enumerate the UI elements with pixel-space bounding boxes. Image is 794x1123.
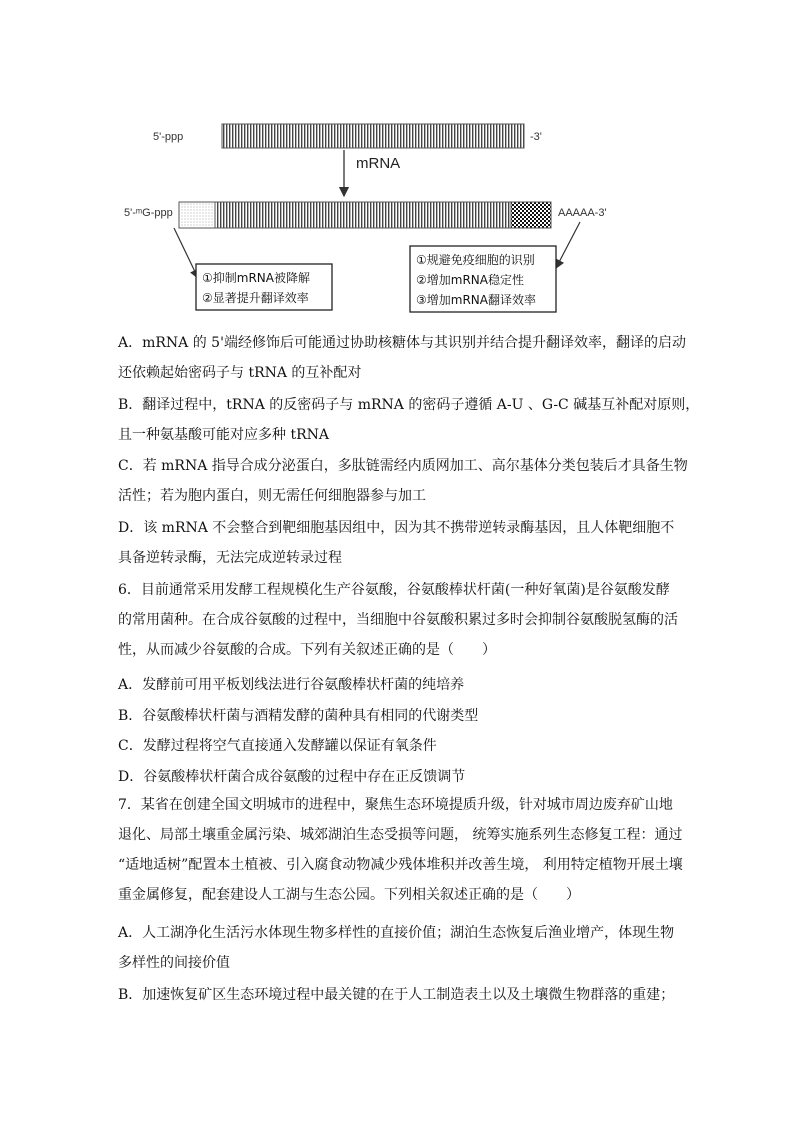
q6-option-c: C．发酵过程将空气直接通入发酵罐以保证有氧条件: [118, 738, 437, 754]
q5-option-d-line1: D．该 mRNA 不会整合到靶细胞基因组中，因为其不携带逆转录酶基因，且人体靶细胞不: [118, 520, 675, 536]
q7-stem-line2: 退化、局部土壤重金属污染、城郊湖泊生态受损等问题， 统筹实施系列生态修复工程：通过: [118, 827, 683, 843]
polya-tail-region: [511, 202, 551, 228]
cap-region: [179, 202, 215, 228]
q6-option-b: B．谷氨酸棒状杆菌与酒精发酵的菌种具有相同的代谢类型: [118, 708, 479, 724]
q7-option-b: [118, 980, 688, 1010]
cap-function-2: ②显著提升翻译效率: [202, 291, 309, 305]
mrna-top-strand: [222, 124, 524, 148]
tail-function-2: ②增加mRNA稳定性: [416, 273, 524, 287]
top-5prime-label: 5'-ppp: [153, 131, 184, 143]
q7-option-b-line1: B．加速恢复矿区生态环境过程中最关键的在于人工制造表土以及土壤微生物群落的重建；: [118, 987, 675, 1003]
q6-option-d: D．谷氨酸棒状杆菌合成谷氨酸的过程中存在正反馈调节: [118, 769, 466, 785]
q6-stem: [118, 575, 688, 665]
tail-function-1: ①规避免疫细胞的识别: [416, 253, 535, 267]
q5-option-d-line2: 具备逆转录酶，无法完成逆转录过程: [118, 550, 342, 566]
bottom-3prime-label: AAAAA-3': [558, 207, 607, 219]
q7-stem-line4: 重金属修复，配套建设人工湖与生态公园。下列相关叙述正确的是（ ）: [118, 887, 580, 903]
q5-option-a-line2: 还依赖起始密码子与 tRNA 的互补配对: [118, 365, 362, 381]
mrna-coding-region: [215, 202, 511, 228]
q5-option-d: [118, 513, 688, 573]
bottom-5prime-label: 5'-ᵐG-ppp: [124, 207, 173, 219]
q5-option-c-line2: 活性；若为胞内蛋白，则无需任何细胞器参与加工: [118, 488, 426, 504]
q7-stem-line1: 7．某省在创建全国文明城市的进程中，聚焦生态环境提质升级，针对城市周边废弃矿山地: [118, 797, 673, 813]
q6-stem-line2: 的常用菌种。在合成谷氨酸的过程中，当细胞中谷氨酸积累过多时会抑制谷氨酸脱氢酶的活: [118, 612, 678, 628]
q5-option-c: [118, 451, 688, 511]
tail-pointer-arrow: [556, 222, 580, 268]
q7-option-a: [118, 918, 688, 978]
q7-option-a-line2: 多样性的间接价值: [118, 955, 230, 971]
q6-stem-line3: 性，从而减少谷氨酸的合成。下列有关叙述正确的是（ ）: [118, 642, 496, 658]
q7-stem: [118, 790, 688, 910]
q5-option-b: [118, 390, 700, 450]
q7-option-a-line1: A．人工湖净化生活污水体现生物多样性的直接价值；湖泊生态恢复后渔业增产，体现生物: [118, 925, 675, 941]
mrna-diagram: [118, 110, 607, 320]
cap-function-1: ①抑制mRNA被降解: [202, 271, 310, 285]
q5-option-a: [118, 328, 688, 388]
cap-pointer-arrow: [174, 228, 198, 278]
q7-stem-line3: “适地适树”配置本土植被、引入腐食动物减少残体堆积并改善生境， 利用特定植物开展土壤: [118, 857, 683, 873]
q6-stem-line1: 6．目前通常采用发酵工程规模化生产谷氨酸，谷氨酸棒状杆菌(一种好氧菌)是谷氨酸发酵: [118, 582, 670, 598]
q5-option-c-line1: C．若 mRNA 指导合成分泌蛋白，多肽链需经内质网加工、高尔基体分类包装后才具备生物: [118, 458, 688, 474]
q6-option-a: A．发酵前可用平板划线法进行谷氨酸棒状杆菌的纯培养: [118, 677, 465, 693]
arrow-mrna-label: mRNA: [356, 155, 401, 172]
q5-option-b-line1: B．翻译过程中，tRNA 的反密码子与 mRNA 的密码子遵循 A-U 、G-C 碱基互补配对原则，: [118, 397, 700, 413]
q5-option-b-line2: 且一种氨基酸可能对应多种 tRNA: [118, 427, 329, 443]
tail-function-3: ③增加mRNA翻译效率: [416, 293, 536, 307]
top-3prime-label: -3': [530, 131, 542, 143]
q5-option-a-line1: A．mRNA 的 5'端经修饰后可能通过协助核糖体与其识别并结合提升翻译效率，翻译的启动: [118, 335, 686, 351]
